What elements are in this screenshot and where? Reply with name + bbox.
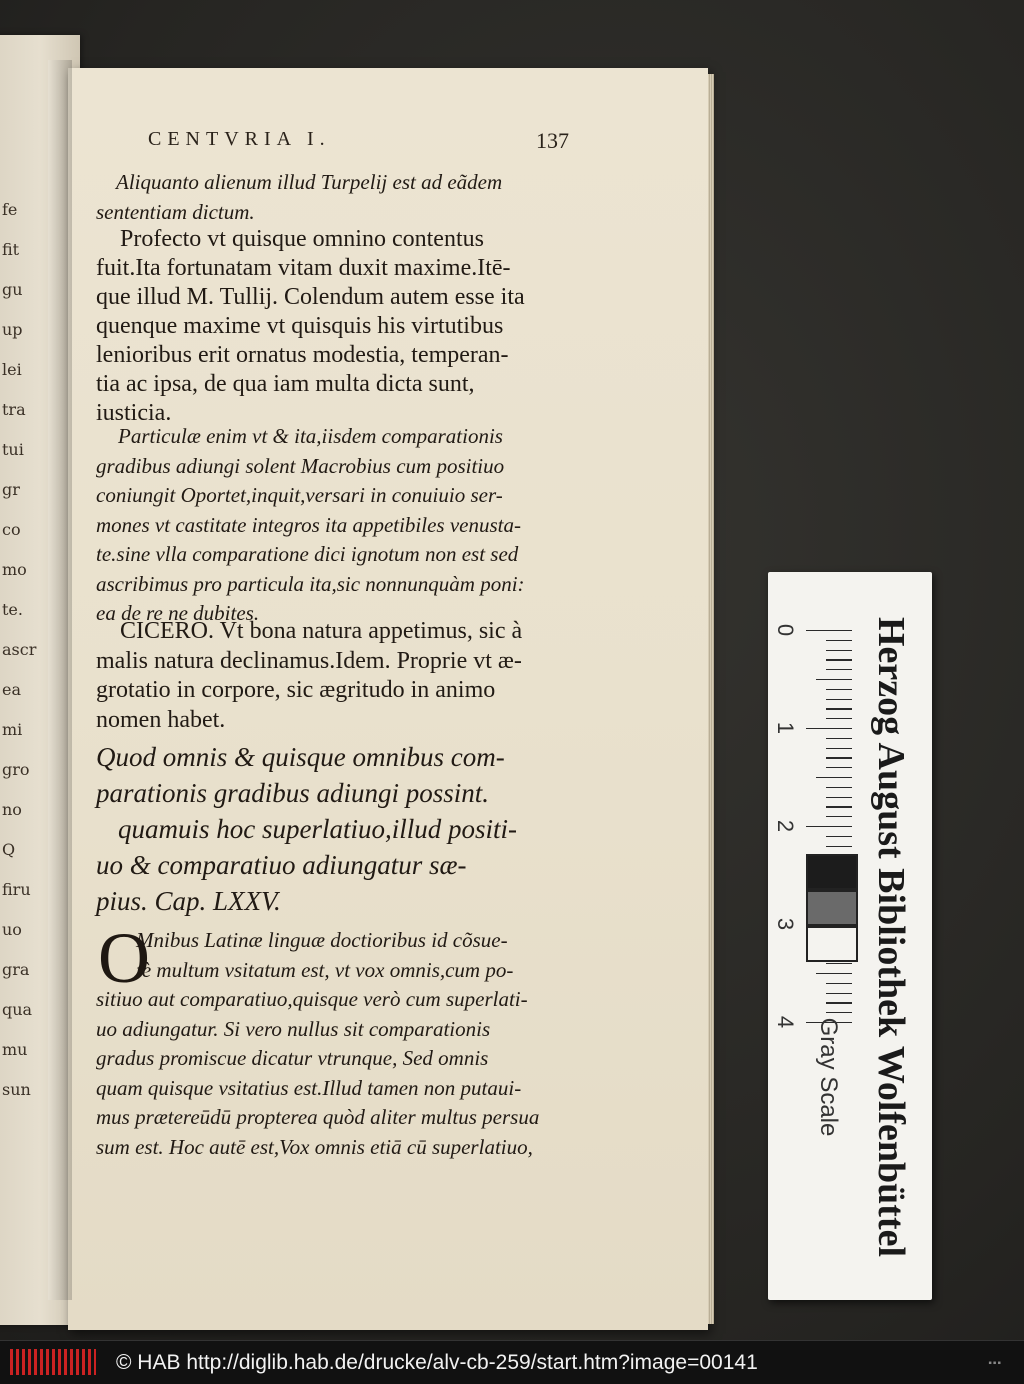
para5-line: uo adiungatur. Si vero nullus sit comparationis <box>96 1016 491 1041</box>
ruler-tick <box>826 846 852 847</box>
ruler-number: 2 <box>773 819 798 833</box>
margin-fragment: sun <box>2 1080 31 1099</box>
margin-fragment: qua <box>2 1000 33 1019</box>
para2-line: Profecto vt quisque omnino contentus <box>120 226 484 252</box>
margin-fragment: lei <box>2 360 22 379</box>
para5-line: mus prætereūdū propterea quòd aliter multus persua <box>96 1105 540 1129</box>
ruler-tick <box>826 767 852 768</box>
para4-line: CICERO. Vt bona natura appetimus, sic à <box>120 618 523 644</box>
para2-line: tia ac ipsa, de qua iam multa dicta sunt, <box>96 371 475 397</box>
heading-line: quamuis hoc superlatiuo,illud positi- <box>118 814 518 844</box>
para5-line: tè multum vsitatum est, vt vox omnis,cum po- <box>136 957 514 982</box>
para3-line: gradibus adiungi solent Macrobius cum positiuo <box>96 453 505 478</box>
gray-patch <box>806 926 858 962</box>
margin-fragment: co <box>2 520 21 539</box>
para2-line: quenque maxime vt quisquis his virtutibus <box>96 313 504 339</box>
ruler-tick <box>816 777 852 778</box>
ruler-tick <box>826 748 852 749</box>
institution-label <box>858 580 924 1294</box>
copyright-url[interactable]: © HAB http://diglib.hab.de/drucke/alv-cb-259/start.htm?image=00141 <box>116 1351 758 1374</box>
decorated-initial: O <box>98 918 150 998</box>
para2-line: lenioribus erit ornatus modestia, temperan- <box>96 342 509 368</box>
margin-fragment: up <box>2 320 23 339</box>
para3-line: ea de re ne dubites. <box>96 601 260 625</box>
ruler-tick <box>826 797 852 798</box>
ruler-tick <box>826 983 852 984</box>
heading-line: parationis gradibus adiungi possint. <box>96 778 490 808</box>
para3-line: coniungit Oportet,inquit,versari in conuiuio ser- <box>96 483 503 507</box>
gray-patch <box>806 854 858 890</box>
ruler-tick <box>826 816 852 817</box>
ruler-tick <box>826 806 852 807</box>
para4-line: malis natura declinamus.Idem. Proprie vt æ- <box>96 647 522 674</box>
gray-patch <box>806 890 858 926</box>
ruler-tick <box>826 689 852 690</box>
page-edge <box>708 74 714 1324</box>
para2-line: fuit.Ita fortunatam vitam duxit maxime.Itē- <box>96 255 511 281</box>
ruler <box>773 620 854 1029</box>
grayscale-text: Gray Scale <box>815 1017 842 1137</box>
margin-fragment: uo <box>2 920 22 939</box>
para5-line: sum est. Hoc autē est,Vox omnis etiā cū superlatiuo, <box>96 1134 533 1159</box>
margin-fragment: mu <box>2 1040 28 1059</box>
para5-line: Mnibus Latinæ linguæ doctioribus id cõsue- <box>136 928 508 952</box>
heading-line: uo & comparatiuo adiungatur sæ- <box>96 850 467 880</box>
ruler-tick <box>826 699 852 700</box>
para1-line: sententiam dictum. <box>96 200 255 224</box>
margin-fragment: tra <box>2 400 26 419</box>
color-scale-card <box>768 572 932 1300</box>
para5-line: quam quisque vsitatius est.Illud tamen non putaui- <box>96 1075 522 1100</box>
ruler-tick <box>826 708 852 709</box>
hab-logo[interactable] <box>10 1349 96 1375</box>
ruler-tick <box>826 640 852 641</box>
ruler-tick <box>826 787 852 788</box>
footer-bar <box>0 1340 1024 1384</box>
margin-fragment: no <box>2 800 22 819</box>
margin-fragment: gr <box>2 480 20 499</box>
para3-line: mones vt castitate integros ita appetibiles venusta- <box>96 512 521 537</box>
margin-fragment: Q <box>2 840 16 859</box>
para4-line: grotatio in corpore, sic ægritudo in animo <box>96 677 496 703</box>
para2-line: que illud M. Tullij. Colendum autem esse ita <box>96 284 525 310</box>
margin-fragment: te. <box>2 600 23 619</box>
ruler-number: 3 <box>773 917 798 931</box>
para2-line: iusticia. <box>96 400 172 426</box>
ruler-tick <box>826 659 852 660</box>
para3-line: ascribimus pro particula ita,sic nonnunquàm poni: <box>96 571 525 596</box>
institution-name: Herzog August Bibliothek Wolfenbüttel <box>870 616 912 1258</box>
para3-line: Particulæ enim vt & ita,iisdem comparationis <box>118 424 503 448</box>
margin-fragment: gu <box>2 280 23 299</box>
ruler-tick <box>826 963 852 964</box>
margin-fragment: tui <box>2 440 24 459</box>
margin-fragment: ascr <box>2 640 37 659</box>
para1-line: Aliquanto alienum illud Turpelij est ad eãdem <box>116 170 503 194</box>
margin-fragment: mi <box>2 720 23 739</box>
ruler-tick <box>816 973 852 974</box>
para5-line: gradus promiscue dicatur vtrunque, Sed omnis <box>96 1046 489 1070</box>
ruler-tick <box>826 718 852 719</box>
ruler-tick <box>816 679 852 680</box>
margin-fragment: fe <box>2 200 18 219</box>
margin-fragment: mo <box>2 560 27 579</box>
margin-fragment: ea <box>2 680 22 699</box>
ruler-number: 1 <box>773 721 798 735</box>
ruler-tick <box>826 836 852 837</box>
ruler-tick <box>806 728 852 729</box>
heading-line: pius. Cap. LXXV. <box>96 886 281 916</box>
ruler-tick <box>826 650 852 651</box>
page-number: 137 <box>536 128 569 153</box>
heading-line: Quod omnis & quisque omnibus com- <box>96 742 505 772</box>
ruler-number: 0 <box>773 623 798 637</box>
ruler-tick <box>826 757 852 758</box>
expand-icon[interactable]: ▪▪▪ <box>988 1358 1002 1369</box>
margin-fragment: fit <box>2 240 20 259</box>
ruler-number: 4 <box>773 1015 798 1029</box>
gutter-shadow <box>48 60 72 1300</box>
ruler-tick <box>826 669 852 670</box>
ruler-tick <box>806 630 852 631</box>
margin-fragment: gro <box>2 760 30 779</box>
para5-line: sitiuo aut comparatiuo,quisque verò cum superlati- <box>96 987 528 1011</box>
ruler-tick <box>806 826 852 827</box>
margin-fragment: gra <box>2 960 30 979</box>
para3-line: te.sine vlla comparatione dici ignotum non est sed <box>96 542 519 566</box>
para4-line: nomen habet. <box>96 706 226 733</box>
ruler-tick <box>826 993 852 994</box>
running-head: CENTVRIA I. <box>148 128 331 150</box>
grayscale-label <box>808 1002 848 1152</box>
ruler-tick <box>826 738 852 739</box>
margin-fragment: firu <box>2 880 31 899</box>
